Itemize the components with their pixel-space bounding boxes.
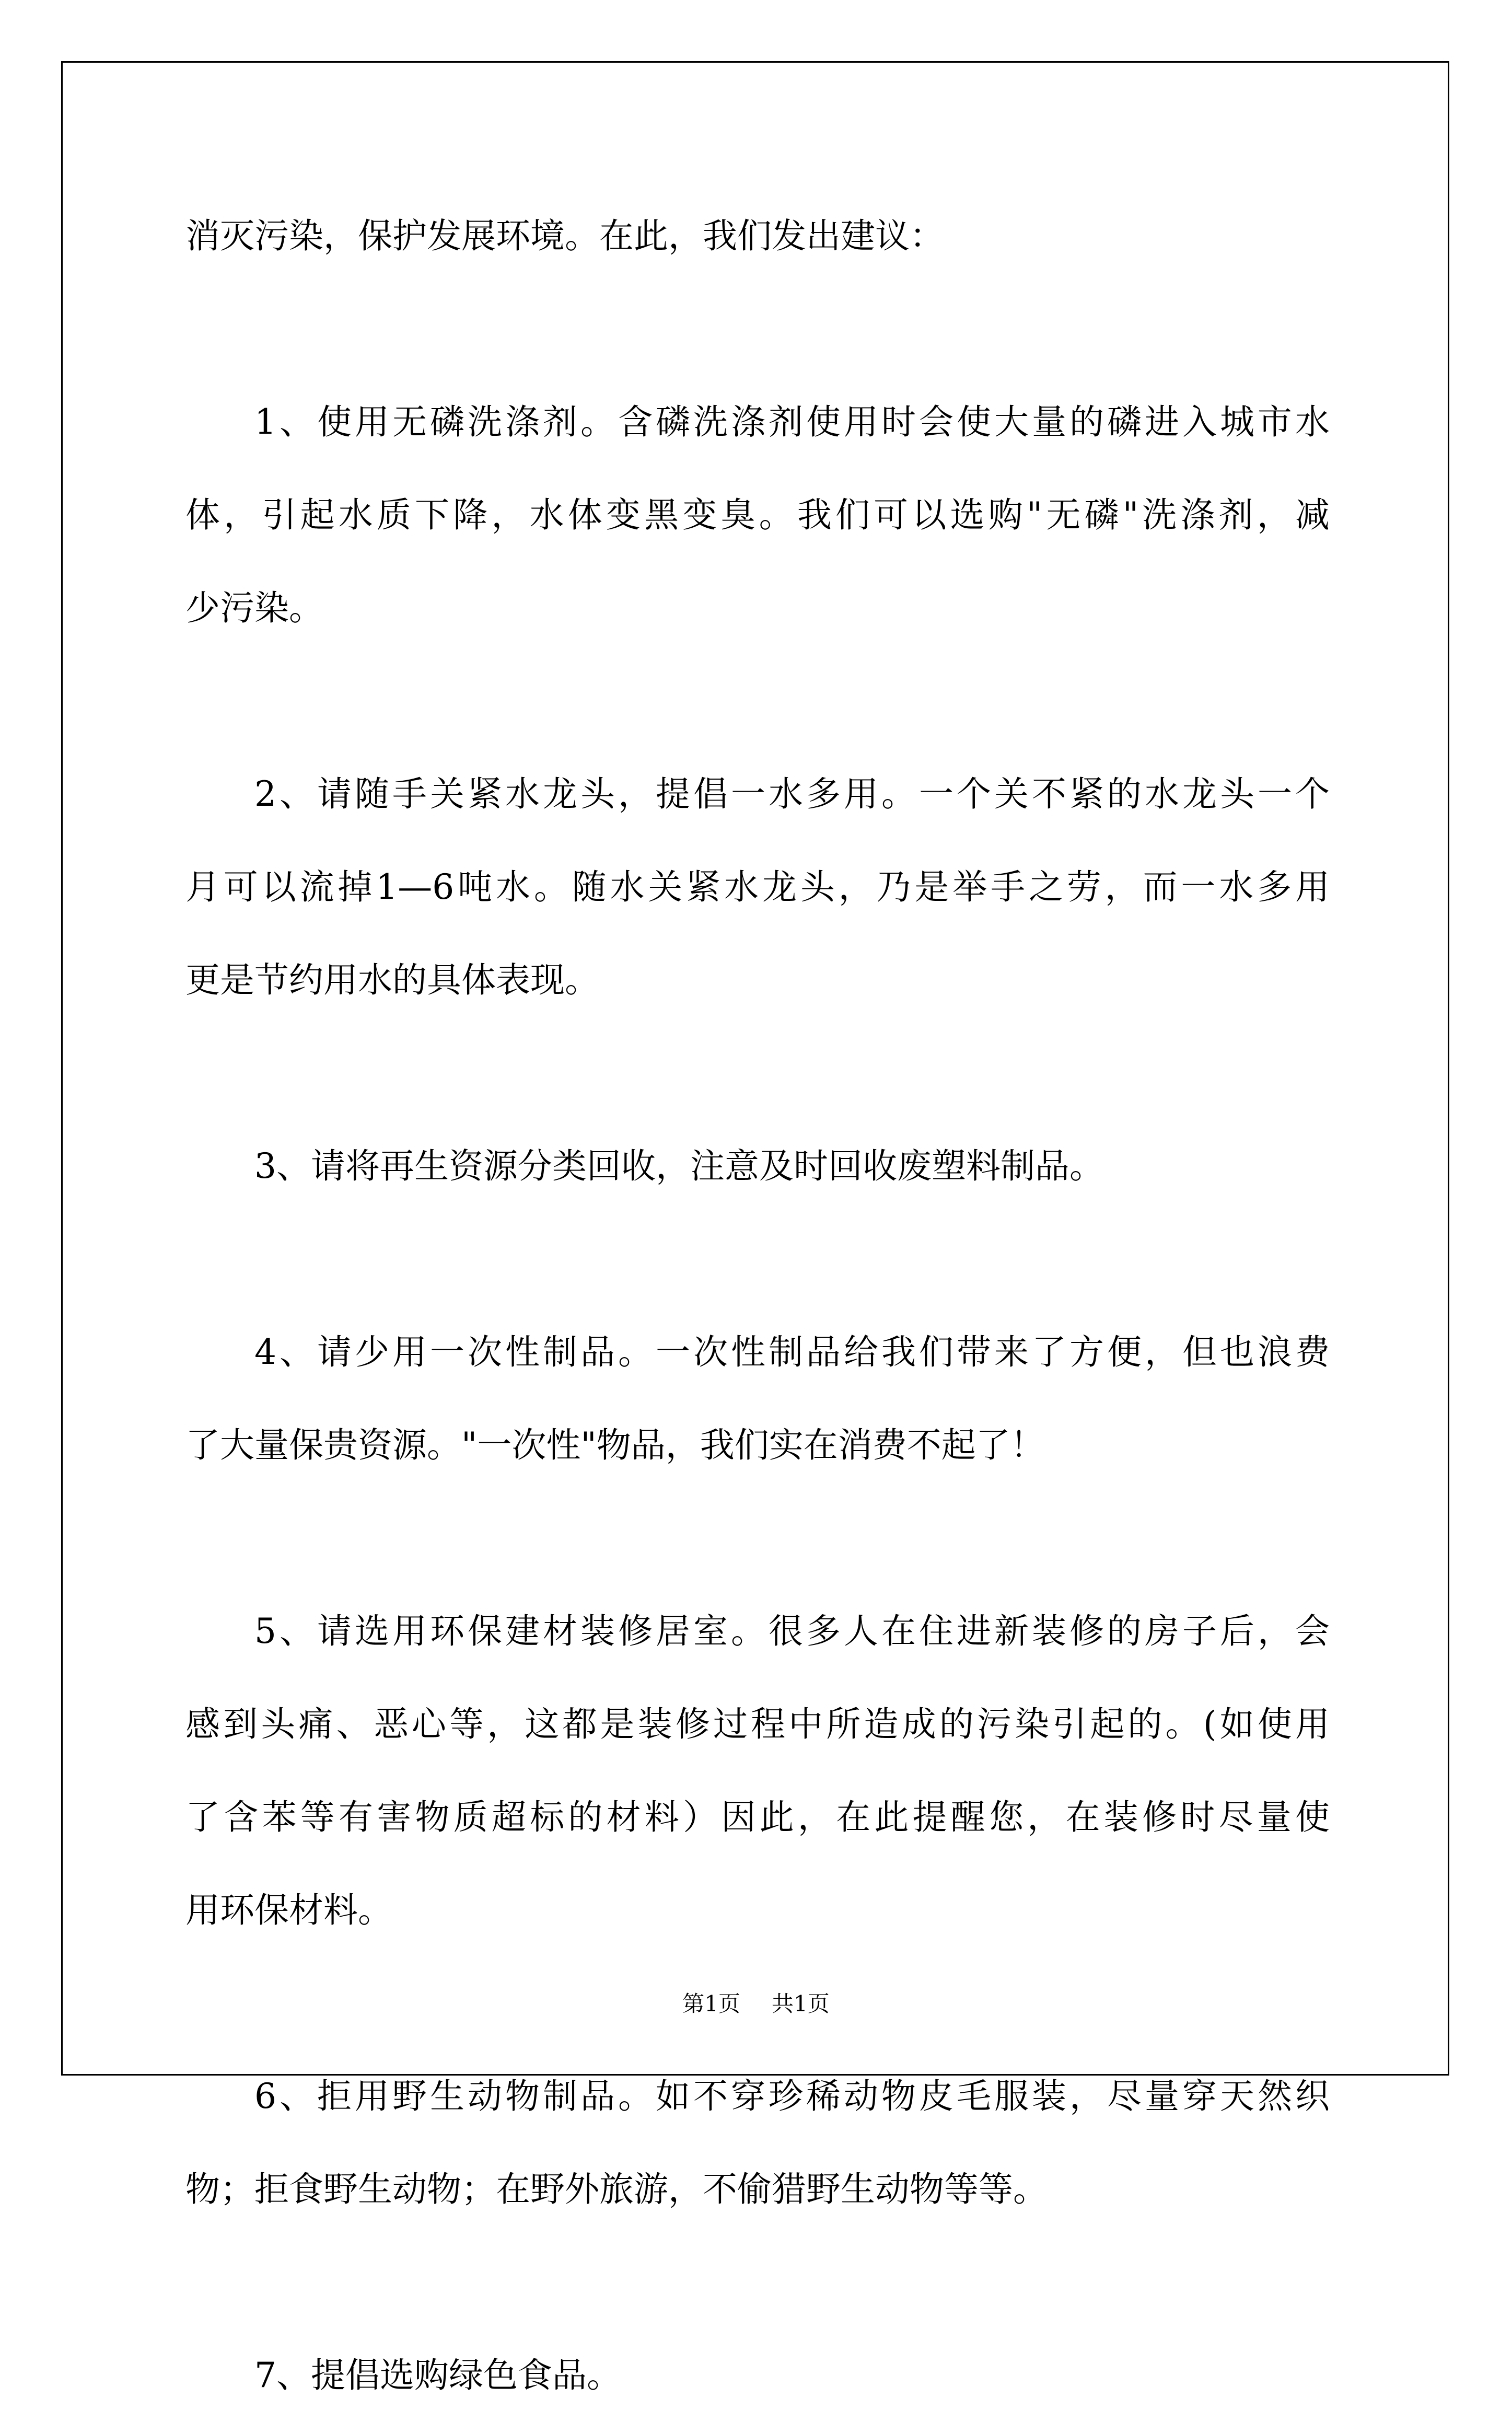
item-4-line-1: 4、请少用一次性制品。一次性制品给我们带来了方便，但也浪费	[254, 1332, 1330, 1372]
item-5-line-1: 5、请选用环保建材装修居室。很多人在住进新装修的房子后，会	[254, 1611, 1330, 1651]
item-1-line-2: 体，引起水质下降，水体变黑变臭。我们可以选购"无磷"洗涤剂，减	[185, 495, 1330, 535]
item-7-line-1: 7、提倡选购绿色食品。	[254, 2355, 621, 2395]
page-number: 第1页	[682, 1991, 740, 2017]
item-6-line-2: 物；拒食野生动物；在野外旅游，不偷猎野生动物等等。	[185, 2169, 1048, 2209]
page-total: 共1页	[772, 1991, 830, 2017]
item-6-line-1: 6、拒用野生动物制品。如不穿珍稀动物皮毛服装，尽量穿天然织	[254, 2076, 1330, 2116]
item-2-line-1: 2、请随手关紧水龙头，提倡一水多用。一个关不紧的水龙头一个	[254, 774, 1330, 814]
item-2-line-3: 更是节约用水的具体表现。	[185, 960, 599, 1000]
item-4-line-2: 了大量保贵资源。"一次性"物品，我们实在消费不起了！	[185, 1425, 1045, 1465]
item-5-line-2: 感到头痛、恶心等，这都是装修过程中所造成的污染引起的。(如使用	[185, 1704, 1330, 1744]
item-5-line-3: 了含苯等有害物质超标的材料）因此，在此提醒您，在装修时尽量使	[185, 1797, 1330, 1837]
paragraph-intro-line: 消灭污染，保护发展环境。在此，我们发出建议：	[185, 216, 944, 256]
item-1-line-1: 1、使用无磷洗涤剂。含磷洗涤剂使用时会使大量的磷进入城市水	[254, 402, 1330, 442]
item-5-line-4: 用环保材料。	[185, 1890, 392, 1930]
document-body	[185, 190, 1330, 2422]
page-footer	[0, 1987, 1512, 2018]
item-2-line-2: 月可以流掉1—6吨水。随水关紧水龙头，乃是举手之劳，而一水多用	[185, 867, 1330, 907]
item-3-line-1: 3、请将再生资源分类回收，注意及时回收废塑料制品。	[254, 1146, 1104, 1186]
item-1-line-3: 少污染。	[185, 588, 323, 628]
